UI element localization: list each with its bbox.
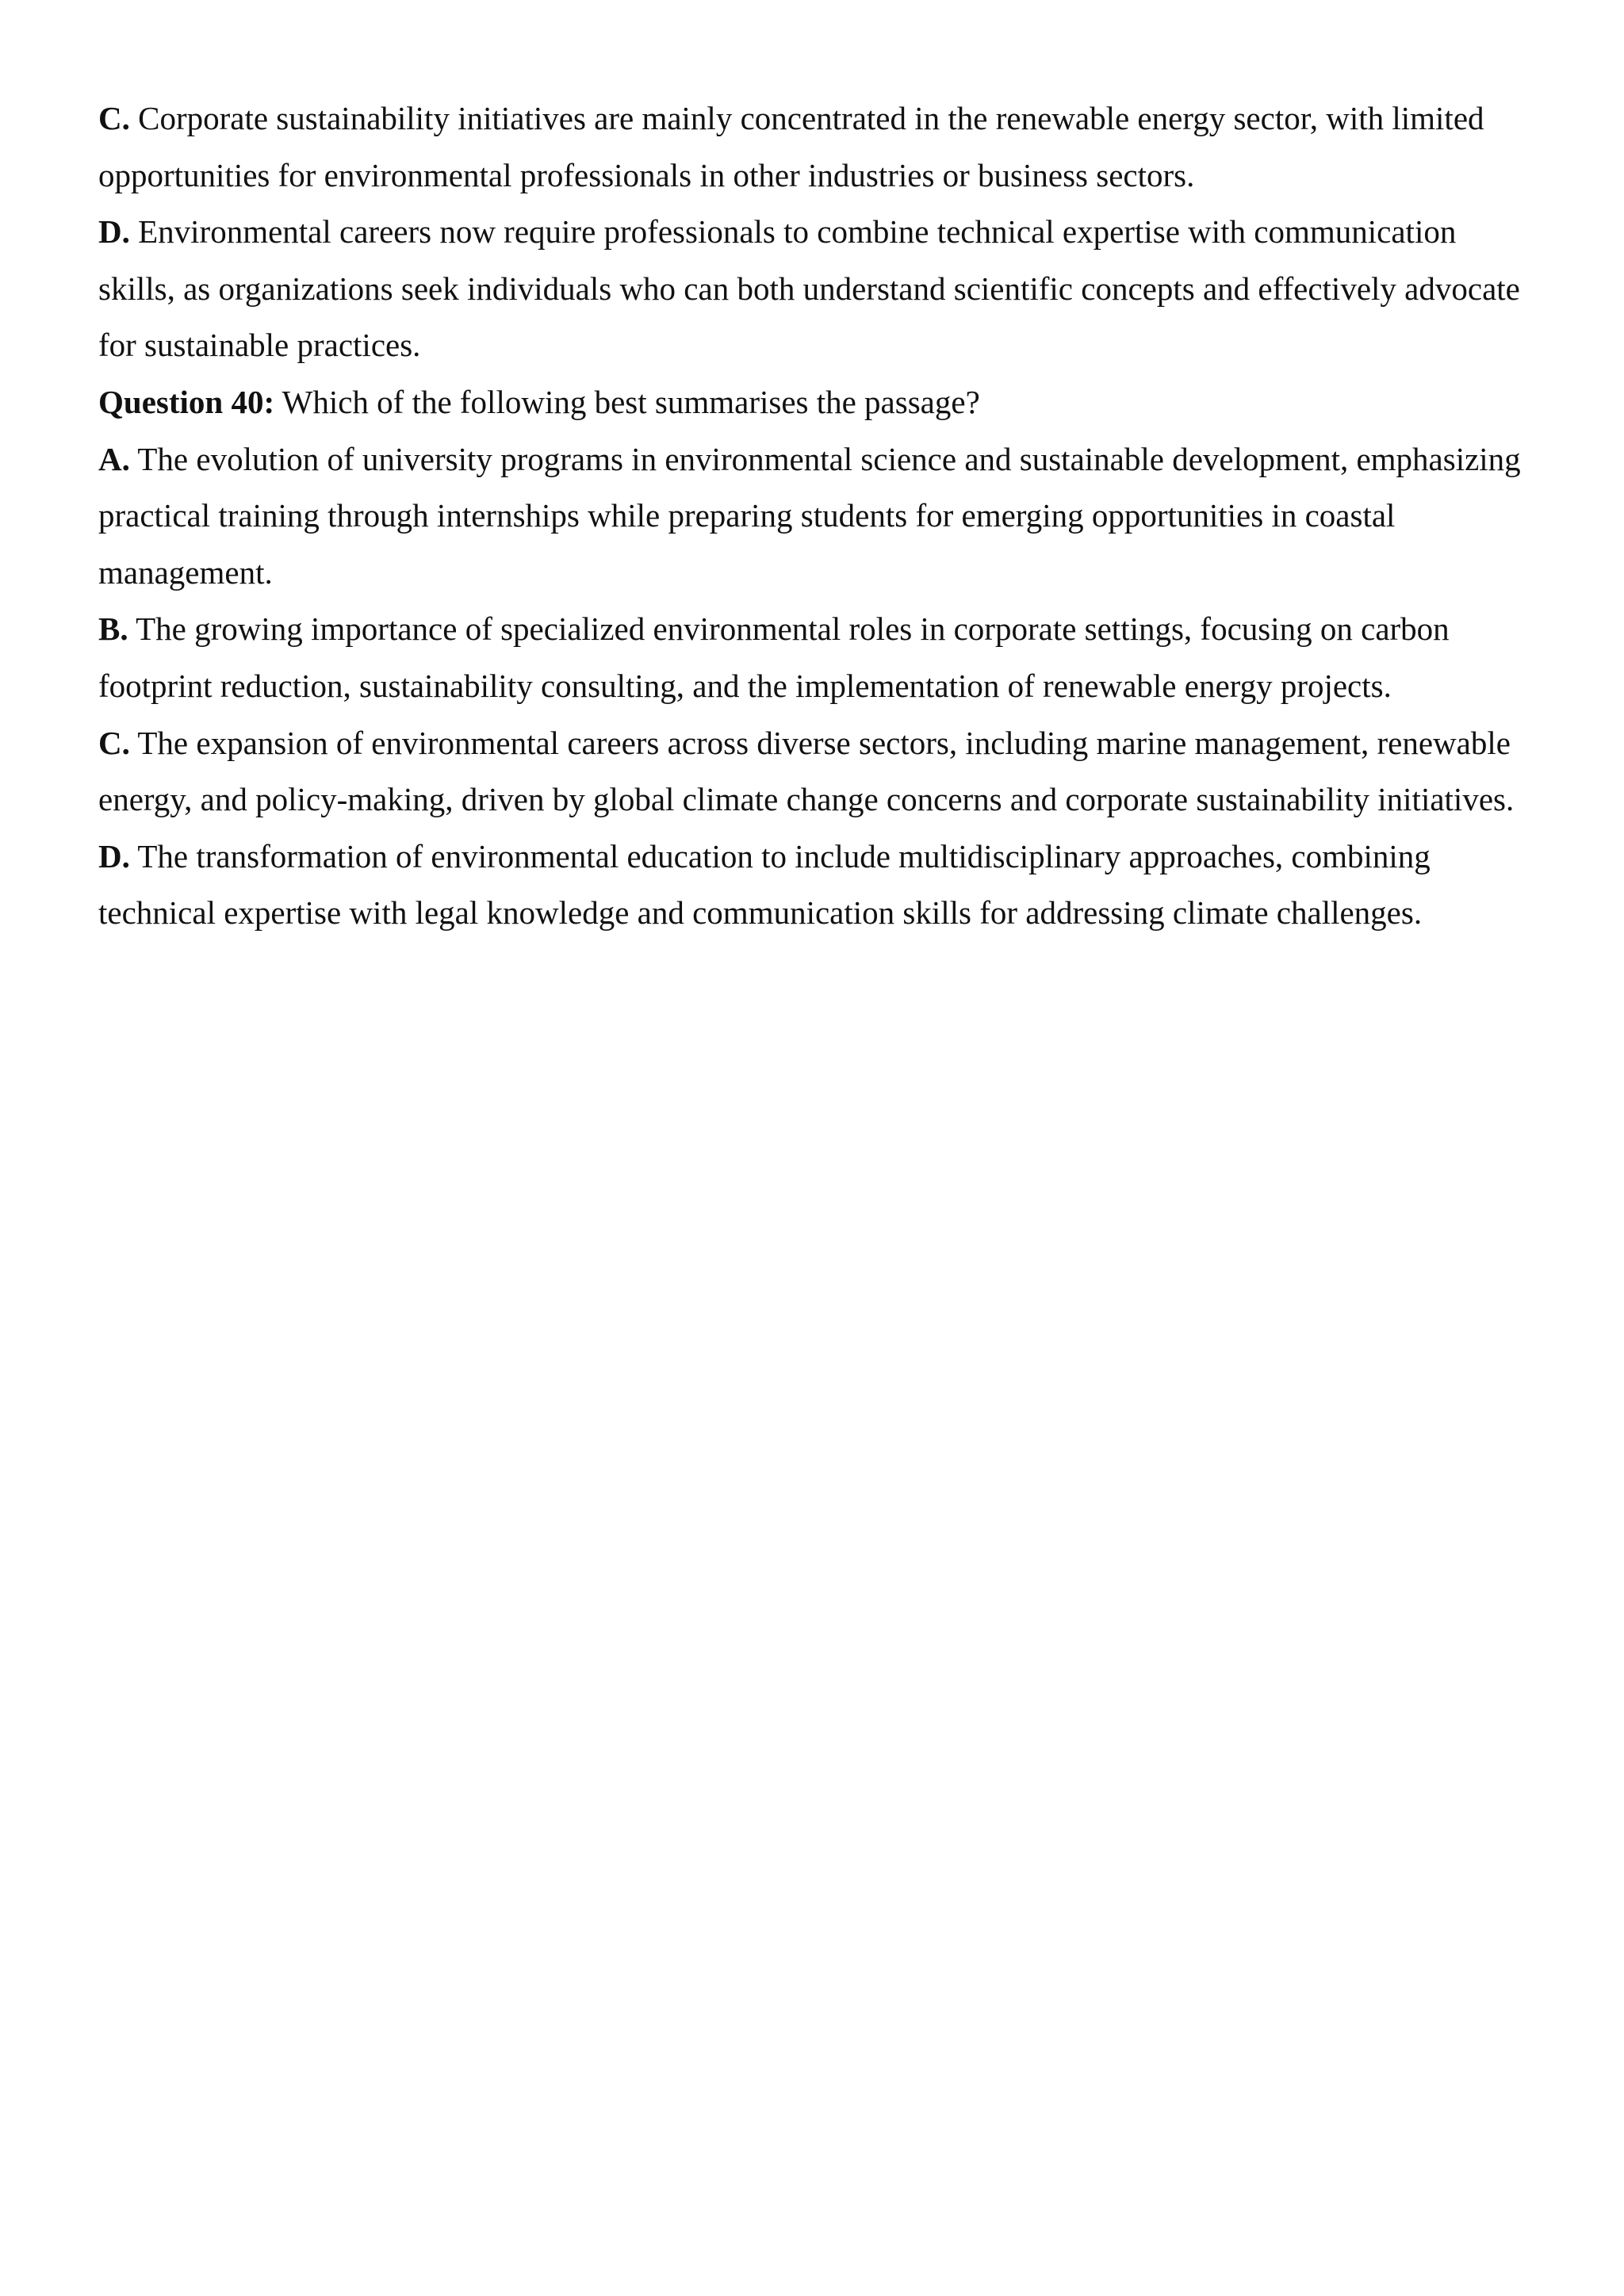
document-page	[98, 90, 1549, 942]
question-40-option-a	[98, 431, 1549, 602]
question-40-stem	[98, 374, 1549, 431]
option-text: management.	[98, 553, 273, 591]
option-text: opportunities for environmental professionals in other industries or business sectors.	[98, 156, 1195, 193]
question-40-option-b	[98, 601, 1549, 714]
option-text: The expansion of environmental careers across diverse sectors, including marine management, renewable	[137, 724, 1511, 761]
option-text: The growing importance of specialized environmental roles in corporate settings, focusing on carbon	[136, 610, 1450, 648]
option-label: D.	[98, 213, 130, 251]
option-label: D.	[98, 837, 130, 874]
prev-question-option-d	[98, 204, 1549, 374]
option-text: skills, as organizations seek individuals who can both understand scientific concepts and effectively advocate	[98, 270, 1520, 307]
option-text: Corporate sustainability initiatives are mainly concentrated in the renewable energy sector, with limited	[138, 100, 1484, 136]
question-text: Which of the following best summarises the passage?	[282, 383, 980, 420]
prev-question-option-c	[98, 90, 1549, 204]
option-text: technical expertise with legal knowledge and communication skills for addressing climate challenges.	[98, 894, 1423, 932]
option-text: for sustainable practices.	[98, 327, 421, 364]
option-label: A.	[98, 440, 130, 477]
option-text: The transformation of environmental education to include multidisciplinary approaches, combining	[137, 837, 1431, 874]
option-label: C.	[98, 724, 130, 761]
question-40-option-c	[98, 715, 1549, 828]
option-label: C.	[98, 100, 130, 136]
option-text: energy, and policy-making, driven by global climate change concerns and corporate sustainability initiatives.	[98, 781, 1515, 818]
question-40-option-d	[98, 828, 1549, 942]
option-text: practical training through internships while preparing students for emerging opportunities in coastal	[98, 497, 1396, 534]
option-text: The evolution of university programs in environmental science and sustainable development, emphasizing	[137, 440, 1521, 477]
question-label: Question 40:	[98, 383, 275, 420]
option-label: B.	[98, 610, 128, 648]
option-text: Environmental careers now require professionals to combine technical expertise with communication	[138, 213, 1457, 251]
option-text: footprint reduction, sustainability consulting, and the implementation of renewable energy projects.	[98, 667, 1392, 704]
